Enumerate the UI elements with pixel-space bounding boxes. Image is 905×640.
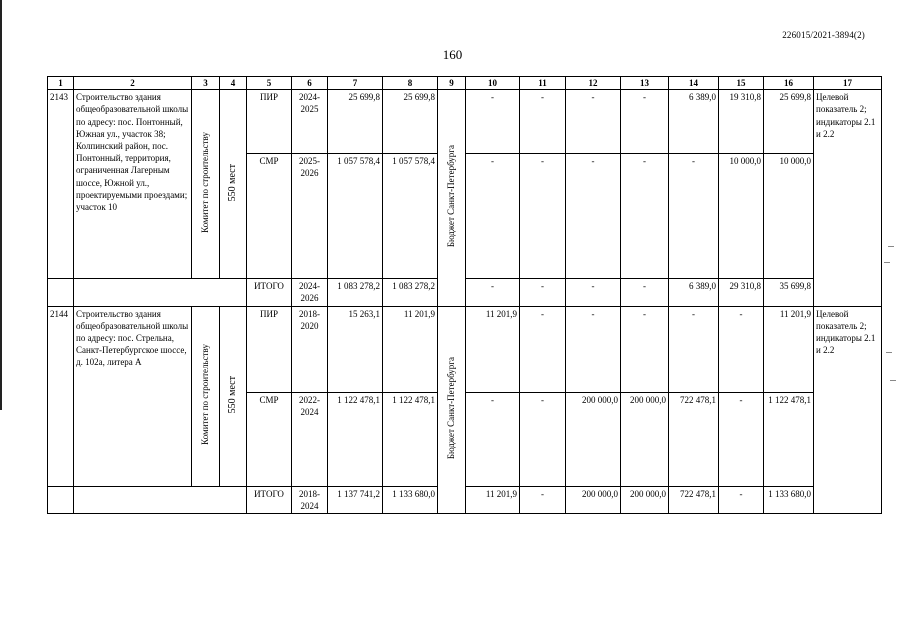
value-cell: 25 699,8 xyxy=(764,90,814,154)
budget-cell xyxy=(438,306,466,513)
remaining-cost: 1 133 680,0 xyxy=(383,486,438,513)
customer-cell xyxy=(192,90,220,279)
value-cell: 6 389,0 xyxy=(669,279,719,306)
value-cell: - xyxy=(621,279,669,306)
capacity-cell xyxy=(220,90,247,279)
capacity-text: 550 мест xyxy=(226,163,238,202)
value-cell: 35 699,8 xyxy=(764,279,814,306)
value-cell: 10 000,0 xyxy=(764,154,814,279)
period: 2024-2025 xyxy=(292,90,328,154)
work-type: СМР xyxy=(247,154,292,279)
indicator-text: Целевой показатель 2; индикаторы 2.1 и 2.2 xyxy=(814,90,882,306)
column-header: 17 xyxy=(814,77,882,90)
column-header: 3 xyxy=(192,77,220,90)
value-cell: - xyxy=(566,90,621,154)
value-cell: - xyxy=(520,154,566,279)
value-cell: - xyxy=(719,392,764,486)
value-cell: - xyxy=(669,306,719,392)
value-cell: 1 133 680,0 xyxy=(764,486,814,513)
capacity-cell xyxy=(220,306,247,486)
total-cost: 1 137 741,2 xyxy=(328,486,383,513)
value-cell: - xyxy=(566,306,621,392)
remaining-cost: 1 083 278,2 xyxy=(383,279,438,306)
value-cell: 722 478,1 xyxy=(669,392,719,486)
total-label: ИТОГО xyxy=(247,279,292,306)
scan-artifact xyxy=(890,380,896,381)
value-cell: - xyxy=(566,279,621,306)
total-cost: 15 263,1 xyxy=(328,306,383,392)
remaining-cost: 1 122 478,1 xyxy=(383,392,438,486)
value-cell: - xyxy=(621,306,669,392)
empty-cell xyxy=(48,279,74,306)
column-header: 14 xyxy=(669,77,719,90)
value-cell: - xyxy=(520,90,566,154)
project-id: 2143 xyxy=(48,90,74,279)
value-cell: - xyxy=(719,486,764,513)
value-cell: - xyxy=(621,90,669,154)
budget-cell xyxy=(438,90,466,306)
period: 2018-2024 xyxy=(292,486,328,513)
column-header: 8 xyxy=(383,77,438,90)
total-cost: 1 083 278,2 xyxy=(328,279,383,306)
value-cell: - xyxy=(520,306,566,392)
value-cell: - xyxy=(669,154,719,279)
column-header: 6 xyxy=(292,77,328,90)
capacity-text: 550 мест xyxy=(226,375,238,414)
period: 2018-2020 xyxy=(292,306,328,392)
column-header: 1 xyxy=(48,77,74,90)
value-cell: 200 000,0 xyxy=(621,486,669,513)
value-cell: - xyxy=(466,90,520,154)
column-header: 5 xyxy=(247,77,292,90)
budget-text: Бюджет Санкт-Петербурга xyxy=(446,357,457,460)
column-header: 10 xyxy=(466,77,520,90)
value-cell: - xyxy=(466,392,520,486)
value-cell: 11 201,9 xyxy=(466,486,520,513)
period: 2025-2026 xyxy=(292,154,328,279)
value-cell: 200 000,0 xyxy=(566,392,621,486)
budget-table xyxy=(47,76,882,514)
column-header: 4 xyxy=(220,77,247,90)
column-header: 16 xyxy=(764,77,814,90)
value-cell: 11 201,9 xyxy=(466,306,520,392)
value-cell: - xyxy=(466,279,520,306)
period: 2022-2024 xyxy=(292,392,328,486)
total-cost: 1 122 478,1 xyxy=(328,392,383,486)
indicator-text: Целевой показатель 2; индикаторы 2.1 и 2.2 xyxy=(814,306,882,513)
column-header: 11 xyxy=(520,77,566,90)
value-cell: 200 000,0 xyxy=(621,392,669,486)
column-header: 12 xyxy=(566,77,621,90)
scan-artifact xyxy=(884,262,890,263)
table-row xyxy=(48,306,882,392)
scan-artifact xyxy=(888,246,894,247)
total-cost: 1 057 578,4 xyxy=(328,154,383,279)
value-cell: 722 478,1 xyxy=(669,486,719,513)
empty-cell xyxy=(74,486,247,513)
empty-cell xyxy=(48,486,74,513)
column-header-row xyxy=(48,77,882,90)
project-description: Строительство здания общеобразовательной школы по адресу: пос. Стрельна, Санкт-Петербургское шоссе, д. 102а, литера А xyxy=(74,306,192,486)
work-type: ПИР xyxy=(247,306,292,392)
value-cell: 200 000,0 xyxy=(566,486,621,513)
empty-cell xyxy=(74,279,247,306)
customer-cell xyxy=(192,306,220,486)
value-cell: - xyxy=(520,279,566,306)
remaining-cost: 1 057 578,4 xyxy=(383,154,438,279)
customer-text: Комитет по строительству xyxy=(200,344,211,445)
value-cell: - xyxy=(466,154,520,279)
value-cell: 6 389,0 xyxy=(669,90,719,154)
column-header: 13 xyxy=(621,77,669,90)
value-cell: - xyxy=(621,154,669,279)
remaining-cost: 25 699,8 xyxy=(383,90,438,154)
budget-text: Бюджет Санкт-Петербурга xyxy=(446,145,457,248)
page-number: 160 xyxy=(442,47,463,62)
column-header: 9 xyxy=(438,77,466,90)
column-header: 15 xyxy=(719,77,764,90)
value-cell: 10 000,0 xyxy=(719,154,764,279)
value-cell: 11 201,9 xyxy=(764,306,814,392)
value-cell: - xyxy=(520,392,566,486)
scan-artifact xyxy=(886,352,892,353)
remaining-cost: 11 201,9 xyxy=(383,306,438,392)
work-type: ПИР xyxy=(247,90,292,154)
total-label: ИТОГО xyxy=(247,486,292,513)
customer-text: Комитет по строительству xyxy=(200,132,211,234)
column-header: 7 xyxy=(328,77,383,90)
value-cell: 1 122 478,1 xyxy=(764,392,814,486)
total-cost: 25 699,8 xyxy=(328,90,383,154)
value-cell: - xyxy=(566,154,621,279)
column-header: 2 xyxy=(74,77,192,90)
work-type: СМР xyxy=(247,392,292,486)
value-cell: 19 310,8 xyxy=(719,90,764,154)
value-cell: 29 310,8 xyxy=(719,279,764,306)
period: 2024-2026 xyxy=(292,279,328,306)
document-number: 226015/2021-3894(2) xyxy=(782,30,865,40)
project-description: Строительство здания общеобразовательной школы по адресу: пос. Понтонный, Южная ул., участок 38; Колпинский район, пос. Понтонный, территория, ограниченная Лагерным шоссе, Южной ул., проектируемыми проездами; участок 10 xyxy=(74,90,192,279)
value-cell: - xyxy=(520,486,566,513)
value-cell: - xyxy=(719,306,764,392)
project-id: 2144 xyxy=(48,306,74,486)
table-row xyxy=(48,90,882,154)
